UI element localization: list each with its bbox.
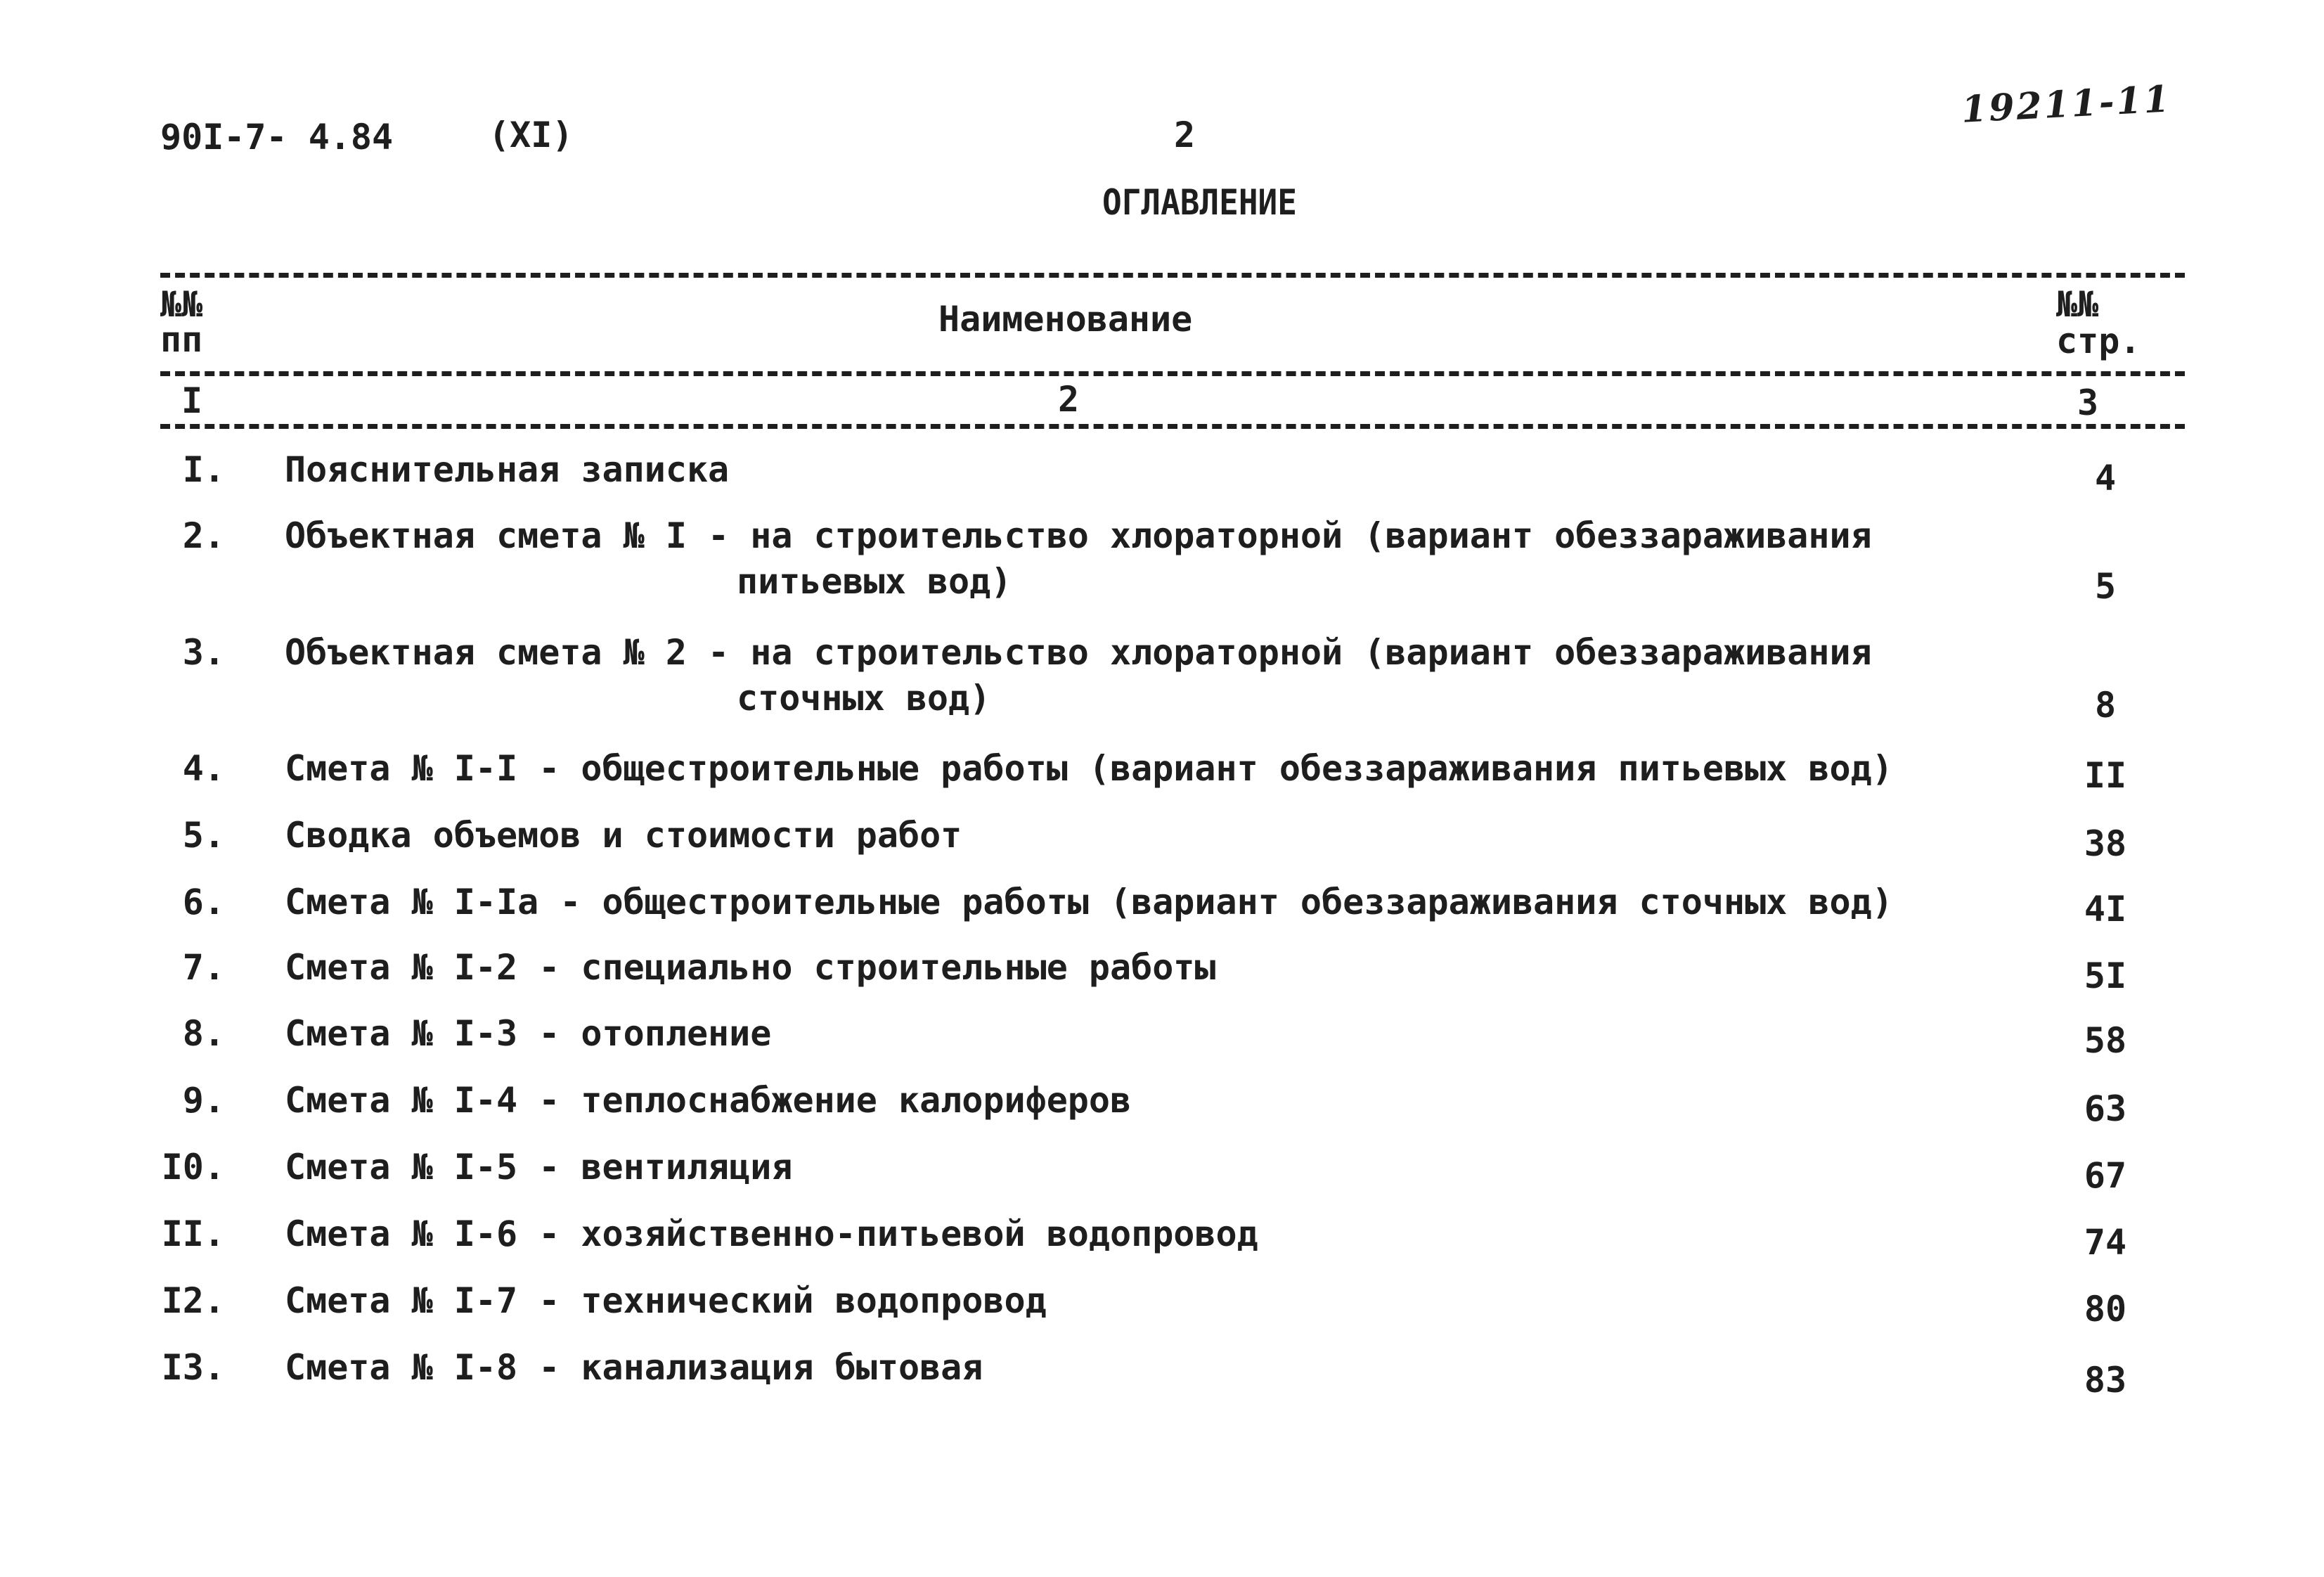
toc-row [0, 1280, 2324, 1329]
row-page: 38 [2084, 823, 2127, 864]
row-page: 5 [2094, 566, 2117, 607]
row-page: 74 [2084, 1222, 2127, 1263]
row-number: I. [182, 449, 225, 490]
toc-row [0, 1346, 2324, 1403]
toc-row [0, 1012, 2324, 1062]
column-header-name: Наименование [938, 299, 1193, 340]
row-page: 83 [2084, 1360, 2127, 1401]
row-number: 9. [182, 1080, 225, 1121]
row-title: Объектная смета № 2 - на строительство хлораторной (вариант обеззараживания [285, 632, 1872, 673]
row-number: 7. [182, 947, 225, 988]
handwritten-reference: 19211-11 [1960, 77, 2173, 131]
toc-row [0, 747, 2324, 797]
table-top-rule [160, 273, 2185, 278]
row-title: Смета № I-5 - вентиляция [285, 1147, 793, 1187]
row-page: 4I [2084, 889, 2127, 929]
row-title: Смета № I-6 - хозяйственно-питьевой водопровод [285, 1214, 1258, 1254]
column-header-page: стр. [2056, 321, 2141, 361]
row-title: Смета № I-4 - теплоснабжение калориферов [285, 1080, 1132, 1121]
row-number: 5. [182, 815, 225, 856]
row-title: Пояснительная записка [285, 449, 730, 490]
row-page: 67 [2084, 1155, 2127, 1196]
row-title-continuation: питьевых вод) [737, 561, 1012, 602]
row-page: 5I [2084, 955, 2127, 996]
row-page: II [2084, 755, 2127, 796]
row-page: 58 [2084, 1020, 2127, 1061]
row-title: Смета № I-8 - канализация бытовая [285, 1347, 983, 1388]
toc-row [0, 449, 2324, 498]
toc-row [0, 881, 2324, 930]
row-page: 4 [2094, 458, 2117, 498]
toc-row [0, 946, 2324, 996]
row-number: 4. [182, 748, 225, 789]
row-title: Смета № I-Iа - общестроительные работы (вариант обеззараживания сточных вод) [285, 882, 1893, 922]
row-number: 6. [182, 882, 225, 922]
toc-row [0, 631, 2324, 726]
toc-row [0, 1079, 2324, 1128]
row-number: 2. [182, 515, 225, 556]
album-number: (XI) [489, 115, 574, 155]
toc-row [0, 1213, 2324, 1262]
row-number: 3. [182, 632, 225, 673]
row-page: 8 [2094, 685, 2117, 726]
row-title: Сводка объемов и стоимости работ [285, 815, 962, 856]
row-number: I2. [161, 1280, 225, 1321]
toc-row [0, 1146, 2324, 1195]
row-title: Смета № I-2 - специально строительные работы [285, 947, 1216, 988]
toc-row [0, 814, 2324, 863]
row-number: 8. [182, 1013, 225, 1054]
column-header-number: пп [160, 319, 203, 360]
row-page: 63 [2084, 1088, 2127, 1129]
column-index-2: 2 [1058, 379, 1080, 420]
row-title: Объектная смета № I - на строительство хлораторной (вариант обеззараживания [285, 515, 1872, 556]
row-title: Смета № I-I - общестроительные работы (вариант обеззараживания питьевых вод) [285, 748, 1893, 789]
row-page: 80 [2084, 1289, 2127, 1330]
index-bottom-rule [160, 424, 2185, 429]
column-index-1: I [181, 380, 203, 421]
row-number: I3. [161, 1347, 225, 1388]
column-header-number-mark: №№ [160, 284, 203, 325]
page-title: ОГЛАВЛЕНИЕ [1102, 182, 1297, 223]
row-title: Смета № I-7 - технический водопровод [285, 1280, 1047, 1321]
row-title-continuation: сточных вод) [737, 678, 991, 719]
column-index-3: 3 [2077, 382, 2099, 423]
document-code: 90I-7- 4.84 [160, 117, 394, 157]
header-bottom-rule [160, 371, 2185, 376]
row-title: Смета № I-3 - отопление [285, 1013, 772, 1054]
row-number: II. [161, 1214, 225, 1254]
column-header-page-mark: №№ [2056, 284, 2099, 325]
page-number: 2 [1174, 115, 1196, 155]
row-number: I0. [161, 1147, 225, 1187]
toc-row [0, 515, 2324, 606]
